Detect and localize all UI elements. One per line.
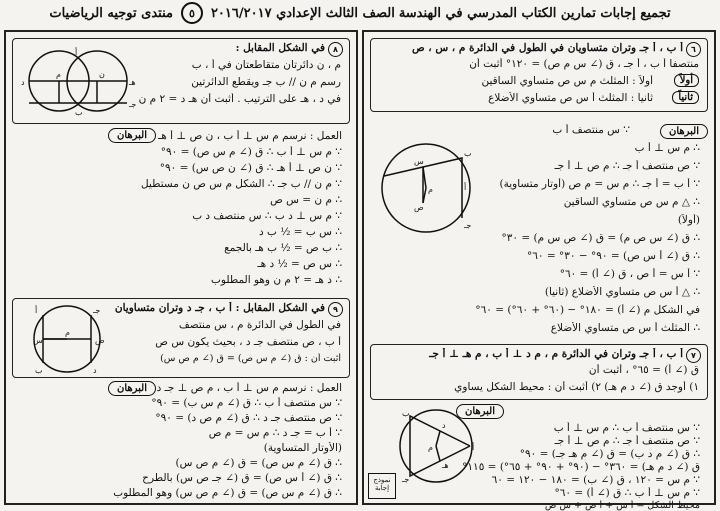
solution-line: ∴ ق (∠ أ س ص) = ٩٠° − ٣٠° = ٦٠°: [527, 250, 700, 262]
solution-line: ∵ م ن // ب جـ ∴ الشكل م س ص ن مستطيل: [140, 178, 342, 190]
circle-triangle-figure: [374, 138, 478, 238]
right-problem-a: [370, 38, 708, 112]
problem-line: في الشكل المقابل : أ ب ، جـ د وتران متساويان: [114, 302, 325, 314]
label-c: جـ: [129, 100, 137, 109]
problem-line: ثانياً : المثلث أ س ص متساوي الأضلاع: [488, 92, 653, 104]
label-s: س: [33, 336, 43, 345]
perpendicular-md: [436, 431, 440, 446]
solution-label: البرهان: [108, 381, 156, 396]
label-c: جـ: [93, 306, 101, 315]
label-b: ب: [464, 149, 472, 158]
problem-line: أولاً : المثلث م س ص متساوي الساقين: [481, 75, 653, 87]
solution-line: ∵ أ ب = أ جـ ∴ م س = م ص (أوتار متساوية): [499, 178, 700, 190]
solution-line: ∴ س ص = ½ د هـ: [257, 258, 342, 270]
solution-label: البرهان: [456, 404, 504, 419]
solution-line: في الشكل م (∠ أ) = ١٨٠° − (٦٠° + ٦٠°) = ٦٠°: [475, 304, 700, 316]
left-solution-a: [12, 128, 350, 298]
page-header: [0, 0, 720, 26]
solution-line: ∵ م س ⊥ أ ب ∴ ق (∠ م س ص) = ٩٠°: [160, 146, 342, 158]
problem-number-badge: ٩: [328, 302, 343, 317]
solution-line: ∵ س منتصف أ ب: [552, 124, 630, 136]
solution-line: ∵ ص منتصف أ جـ ∴ م ص ⊥ أ جـ: [554, 160, 700, 172]
label-m: م: [65, 328, 70, 337]
label-m: م: [56, 70, 61, 79]
solution-line: ∴ ب ص = ½ ب هـ بالجمع: [224, 242, 342, 254]
solution-label: البرهان: [108, 128, 156, 143]
label-d: د: [442, 421, 446, 430]
solution-label: البرهان: [660, 124, 708, 139]
solution-line: ∴ د هـ = ٢ م ن وهو المطلوب: [211, 274, 342, 286]
label-b: ب: [402, 409, 410, 418]
label-d: د: [21, 78, 25, 87]
problem-line: أ ب ، أ جـ وتران متساويان في الطول في الدائرة م ، س ، ص: [411, 42, 683, 54]
footer-stamp: نموذج إجابة: [368, 473, 396, 499]
solution-line: ∵ م س ⊥ أ ب ∴ ق (∠ أ) = ٦٠°: [554, 487, 700, 499]
left-problem-b: [12, 298, 350, 378]
left-column: [4, 30, 358, 505]
label-p: ص: [414, 203, 424, 212]
part-tag-second: ثانياً: [672, 91, 699, 104]
label-b: ب: [75, 108, 83, 117]
label-a: أ: [464, 183, 467, 192]
right-solution-a: [370, 120, 708, 342]
solution-line: ∵ ص منتصف جـ د ∴ ق (∠ م ص د) = ٩٠°: [155, 412, 342, 424]
problem-line: في الشكل المقابل :: [235, 42, 325, 54]
solution-line: ∴ △ م س ص متساوي الساقين: [563, 196, 700, 208]
label-c: جـ: [402, 475, 410, 484]
right-column: [362, 30, 716, 511]
solution-line: ∴ ق (∠ س ص م) = ق (∠ ص س م) = ٣٠°: [501, 232, 700, 244]
solution-line: ∴ س ب = ½ ب د: [259, 226, 342, 238]
label-e: هـ: [442, 461, 449, 470]
solution-line: ∵ أ س = أ ص ، ق (∠ أ) = ٦٠°: [559, 268, 700, 280]
solution-line: ∵ م س ⊥ د ب ∴ س منتصف د ب: [192, 210, 342, 222]
right-problem-b: [370, 344, 708, 400]
solution-line: ∴ ق (∠ أ س ص) = ق (∠ جـ ص س) بالطرح: [142, 472, 342, 484]
sheet-number-badge: ٥: [181, 2, 203, 24]
solution-line: ∵ أ ب = جـ د ∴ م س = م ص: [208, 427, 342, 439]
label-d: د: [93, 366, 97, 375]
right-solution-b: [370, 404, 708, 511]
problem-line: أثبت أن : ق (∠ م س ص) = ق (∠ م ص س): [160, 353, 341, 364]
solution-line: العمل : نرسم م س ⊥ أ ب ، م ص ⊥ جـ د: [156, 382, 342, 394]
circle-chords-figure: [21, 303, 113, 375]
problem-line: م ، ن دائرتان متقاطعتان في أ ، ب: [191, 59, 341, 71]
chords: [410, 416, 470, 476]
solution-line: ∵ س منتصف أ ب ∴ ق (∠ م س ب) = ٩٠°: [151, 397, 342, 409]
solution-line: محيط الشكل = أ س + أ ص + س ص: [544, 500, 700, 511]
label-s: س: [414, 157, 424, 166]
part-tag-first: أولاً: [674, 74, 699, 87]
solution-line: ∵ ن ص ⊥ أ هـ ∴ ق (∠ ن ص س) = ٩٠°: [159, 162, 342, 174]
label-m: م: [428, 443, 433, 452]
problem-line: ق (∠ أ) = ٦٥° ، أثبت أن: [588, 364, 699, 376]
problem-number-badge: ٨: [328, 42, 343, 57]
perpendicular-me: [436, 446, 440, 461]
header-title-part3: منتدى توجيه الرياضيات: [49, 5, 173, 21]
label-c: جـ: [464, 221, 472, 230]
label-b: ب: [35, 366, 43, 375]
solution-line: ∴ ق (∠ م س ص) = ق (∠ م ص س): [175, 457, 342, 469]
label-p: ص: [95, 336, 105, 345]
problem-line: منتصفا أ ب ، أ جـ ، ق (∠ س م ص) = ١٢٠° أثبت أن: [469, 58, 699, 70]
label-a: أ: [75, 48, 78, 57]
solution-line: ∵ س منتصف أ ب ∴ م س ⊥ أ ب: [553, 422, 700, 434]
left-solution-b: [12, 382, 350, 502]
problem-line: في الطول في الدائرة م ، س منتصف: [178, 319, 341, 331]
problem-line: رسم م ن // ب جـ ويقطع الدائرتين: [191, 76, 341, 88]
solution-line: ∴ م ن = س ص: [270, 194, 342, 206]
solution-line: ∵ م س = ١٢٠ ، ق (∠ ب) = ١٨٠ − ١٢٠ = ٦٠: [491, 474, 700, 486]
solution-line: (أولاً): [677, 214, 700, 226]
label-n: ن: [99, 70, 105, 79]
problem-number-badge: ٦: [686, 42, 701, 57]
solution-line: ∵ ص منتصف أ جـ ∴ م ص ⊥ أ جـ: [554, 435, 700, 447]
header-title-part1: تجميع إجابات تمارين الكتاب المدرسي في الهندسة: [398, 5, 671, 21]
solution-line: ∴ المثلث أ س ص متساوي الأضلاع: [550, 322, 700, 334]
problem-line: ١) أوجد ق (∠ د م هـ) ٢) أثبت أن : محيط الشكل يساوي: [454, 381, 699, 393]
left-problem-a: [12, 38, 350, 124]
problem-number-badge: ٧: [686, 348, 701, 363]
problem-line: أ ب ، أ جـ وتران في الدائرة م ، م د ⊥ أ ب ، م هـ ⊥ أ جـ: [429, 348, 683, 360]
label-e: هـ: [129, 78, 136, 87]
solution-line: ∴ △ أ س ص متساوي الأضلاع (ثانياً): [544, 286, 700, 298]
problem-line: أ ب ، ص منتصف جـ د ، بحيث يكون س ص: [155, 336, 341, 348]
header-title-part2: الصف الثالث الإعدادي ٢٠١٦/٢٠١٧: [210, 5, 395, 21]
label-m: م: [428, 185, 433, 194]
solution-line: ∴ ق (∠ م د ب) = ق (∠ م هـ جـ) = ٩٠°: [519, 448, 700, 460]
solution-line: العمل : نرسم م س ⊥ أ ب ، ن ص ⊥ أ هـ: [158, 130, 342, 142]
solution-line: ∴ ق (∠ م س ص) = ق (∠ م ص س) وهو المطلوب: [113, 487, 342, 499]
solution-line: ∴ م س ⊥ أ ب: [634, 142, 700, 154]
label-a: أ: [35, 306, 38, 315]
circle-inscribed-figure: [390, 406, 486, 486]
two-circles-figure: [19, 45, 139, 117]
label-a: أ: [472, 443, 475, 452]
solution-line: (الأوتار المتساوية): [263, 442, 342, 454]
problem-line: في د ، هـ على الترتيب . أثبت أن هـ د = ٢ م ن: [138, 93, 341, 105]
solution-line: ق (∠ د م هـ) = ٣٦٠° − (٩٠° + ٩٠° + ٦٥°) = ١١٥°: [462, 461, 700, 473]
